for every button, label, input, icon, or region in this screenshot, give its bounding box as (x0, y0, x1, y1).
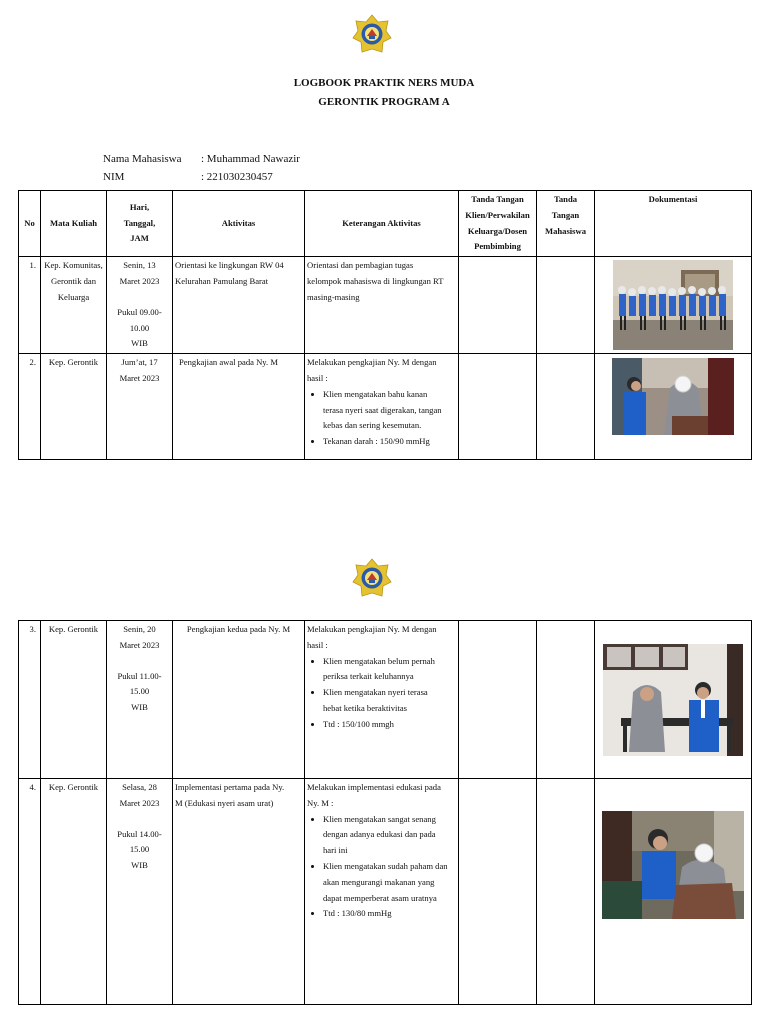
student-nim-row (103, 171, 273, 183)
row-course: Kep. Gerontik (41, 354, 107, 460)
row-description: Melakukan pengkajian Ny. M dengan hasil : • Klien mengatakan bahu kanan terasa nyeri saat digerakan, tangan kebas dan sering kesemutan. • Tekanan darah : 150/90 mmHg (305, 354, 459, 460)
header-course: Mata Kuliah (41, 191, 107, 257)
row-signature-student (537, 354, 595, 460)
header-date: Hari, Tanggal, JAM (107, 191, 173, 257)
row-documentation (595, 257, 752, 354)
table-row (19, 257, 752, 354)
row-documentation (595, 621, 752, 779)
row-date: Senin, 20 Maret 2023 Pukul 11.00- 15.00 WIB (107, 621, 173, 779)
table-row (19, 621, 752, 779)
header-no: No (19, 191, 41, 257)
row-description: Melakukan implementasi edukasi pada Ny. M : • Klien mengatakan sangat senang dengan adanya edukasi dan pada hari ini • Klien mengatakan sudah paham dan akan mengurangi makanan yang dapat memperberat asam uratnya • Ttd : 130/80 mmHg (305, 779, 459, 1005)
row-course: Kep. Komunitas, Gerontik dan Keluarga (41, 257, 107, 354)
row-activity: Pengkajian awal pada Ny. M (173, 354, 305, 460)
row-documentation (595, 354, 752, 460)
header-signature-client: Tanda Tangan Klien/Perwakilan Keluarga/Dosen Pembimbing (459, 191, 537, 257)
row-course: Kep. Gerontik (41, 779, 107, 1005)
page-subtitle: GERONTIK PROGRAM A (318, 96, 450, 108)
documentation-photo (603, 644, 743, 756)
list-item: • Tekanan darah : 150/90 mmHg (323, 434, 456, 450)
student-nim-value: : 221030230457 (201, 171, 273, 183)
row-signature-client (459, 257, 537, 354)
university-logo (352, 558, 392, 600)
documentation-photo (612, 358, 734, 435)
row-activity: Pengkajian kedua pada Ny. M (173, 621, 305, 779)
table-row (19, 779, 752, 1005)
student-nim-label: NIM (103, 171, 125, 183)
table-header-row (19, 191, 752, 257)
row-no: 2. (19, 354, 41, 460)
list-item: • Ttd : 150/100 mmgh (323, 717, 456, 733)
table-row (19, 354, 752, 460)
list-item: • Ttd : 130/80 mmHg (323, 906, 456, 922)
row-signature-student (537, 621, 595, 779)
row-signature-student (537, 779, 595, 1005)
row-signature-client (459, 354, 537, 460)
row-no: 1. (19, 257, 41, 354)
list-item: • Klien mengatakan sudah paham dan akan mengurangi makanan yang dapat memperberat asam uratnya (323, 859, 456, 906)
list-item: • Klien mengatakan bahu kanan terasa nyeri saat digerakan, tangan kebas dan sering kesemutan. (323, 387, 456, 434)
row-no: 3. (19, 621, 41, 779)
logbook-table-2 (18, 620, 752, 1005)
header-activity: Aktivitas (173, 191, 305, 257)
logbook-table-1 (18, 190, 752, 460)
documentation-photo (602, 811, 744, 919)
row-date: Jum’at, 17 Maret 2023 (107, 354, 173, 460)
university-logo (352, 14, 392, 56)
list-item: • Klien mengatakan nyeri terasa hebat ketika beraktivitas (323, 685, 456, 717)
row-date: Selasa, 28 Maret 2023 Pukul 14.00- 15.00 WIB (107, 779, 173, 1005)
row-activity: Orientasi ke lingkungan RW 04 Kelurahan Pamulang Barat (173, 257, 305, 354)
row-date: Senin, 13 Maret 2023 Pukul 09.00- 10.00 WIB (107, 257, 173, 354)
header-description: Keterangan Aktivitas (305, 191, 459, 257)
row-documentation (595, 779, 752, 1005)
student-name-label: Nama Mahasiswa (103, 153, 182, 165)
student-name-row (103, 153, 300, 165)
header-signature-student: Tanda Tangan Mahasiswa (537, 191, 595, 257)
row-no: 4. (19, 779, 41, 1005)
student-name-value: : Muhammad Nawazir (201, 153, 300, 165)
row-description: Melakukan pengkajian Ny. M dengan hasil : • Klien mengatakan belum pernah periksa terkait keluhannya • Klien mengatakan nyeri terasa hebat ketika beraktivitas • Ttd : 150/100 mmgh (305, 621, 459, 779)
page-title: LOGBOOK PRAKTIK NERS MUDA (293, 77, 475, 89)
row-activity: Implementasi pertama pada Ny. M (Edukasi nyeri asam urat) (173, 779, 305, 1005)
documentation-photo (613, 260, 733, 350)
list-item: • Klien mengatakan belum pernah periksa terkait keluhannya (323, 654, 456, 686)
row-signature-client (459, 621, 537, 779)
list-item: • Klien mengatakan sangat senang dengan adanya edukasi dan pada hari ini (323, 812, 456, 859)
header-documentation: Dokumentasi (595, 191, 752, 257)
row-signature-client (459, 779, 537, 1005)
row-description: Orientasi dan pembagian tugas kelompok mahasiswa di lingkungan RT masing-masing (305, 257, 459, 354)
row-course: Kep. Gerontik (41, 621, 107, 779)
row-signature-student (537, 257, 595, 354)
